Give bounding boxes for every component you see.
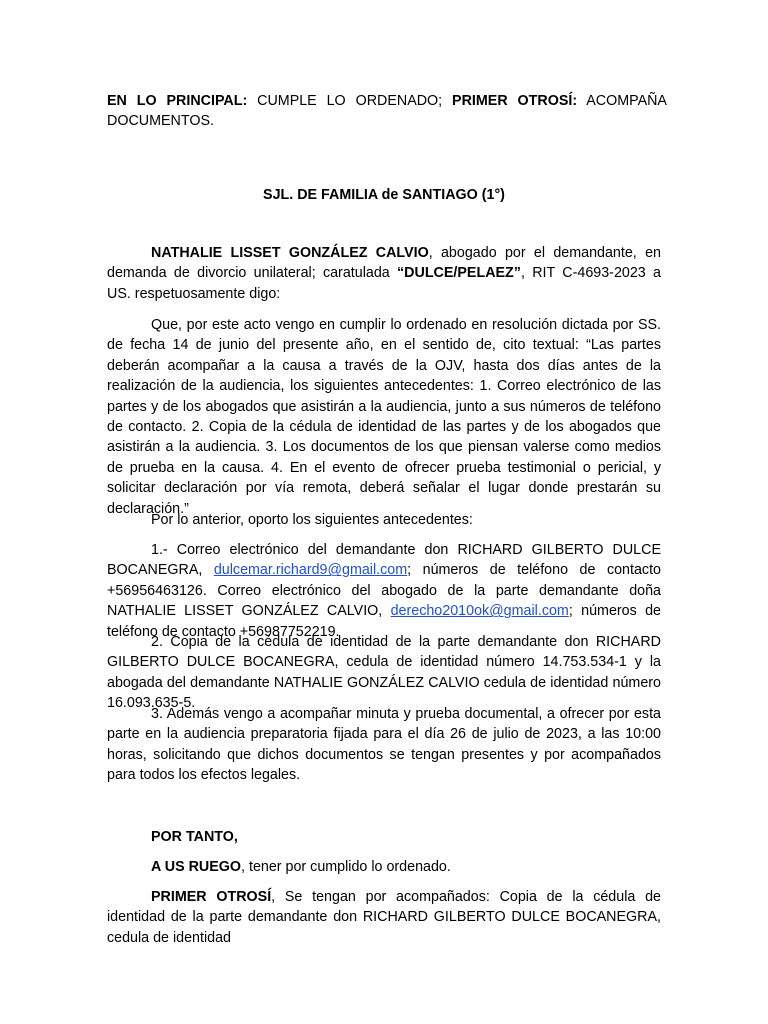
item-2-paragraph: 2. Copia de la cédula de identidad de la parte demandante don RICHARD GILBERTO DULCE BOCANEGRA, cedula de identidad número 14.753.534-1 y la abogada del demandante NATHALIE GONZÁLEZ CALVIO cedula de identidad número 16.093.635-5. [107,634,661,712]
anterior-paragraph: Por lo anterior, oporto los siguientes antecedentes: [151,512,473,528]
quote-paragraph: Que, por este acto vengo en cumplir lo ordenado en resolución dictada por SS. de fecha 14 de junio del presente año, en el sentido de, cito textual: “Las partes deberán acompañar a la causa a través de la OJV, hasta dos días antes de la realización de la audiencia, los siguientes antecedentes: 1. Correo electrónico de las partes y de los abogados que asistirán a la audiencia, junto a sus números de teléfono de contacto. 2. Copia de la cédula de identidad de las partes y de los abogados que asistirán a la audiencia. 3. Los documentos de los que piensan valerse como medios de prueba en la causa. 4. En el evento de ofrecer prueba testimonial o pericial, y solicitar declaración por vía remota, deberá señalar el lugar donde prestarán su declaración.” [107,317,661,517]
heading-principal-label: EN LO PRINCIPAL: [107,93,248,109]
otrosi-paragraph: PRIMER OTROSÍ, Se tengan por acompañados: Copia de la cédula de identidad de la parte demandante don RICHARD GILBERTO DULCE BOCANEGRA, cedula de identidad [107,889,661,946]
item-1-paragraph: 1.- Correo electrónico del demandante don RICHARD GILBERTO DULCE BOCANEGRA, dulcemar.richard9@gmail.com; números de teléfono de contacto +56956463126. Correo electrónico del abogado de la parte demandante doña NATHALIE LISSET GONZÁLEZ CALVIO, derecho2010ok@gmail.com; números de teléfono de contacto +56987752219. [107,542,661,640]
por-tanto-heading: POR TANTO, [151,829,238,845]
heading-principal-text: CUMPLE LO ORDENADO; [247,93,453,109]
heading-otrosi-label: PRIMER OTROSÍ: [452,93,578,109]
lawyer-name: NATHALIE LISSET GONZÁLEZ CALVIO [151,245,429,261]
case-caption: “DULCE/PELAEZ” [397,265,521,282]
plaintiff-email-link[interactable]: dulcemar.richard9@gmail.com [213,562,408,579]
heading-otrosi-text: ACOMPAÑA DOCUMENTOS. [107,93,667,130]
ruego-paragraph: A US RUEGO, tener por cumplido lo ordenado. [151,859,451,875]
court-title: SJL. DE FAMILIA de SANTIAGO (1°) [263,187,505,203]
intro-paragraph: NATHALIE LISSET GONZÁLEZ CALVIO, abogado por el demandante, en demanda de divorcio unilateral; caratulada “DULCE/PELAEZ”, RIT C-4693-2023 a US. respetuosamente digo: [107,245,661,302]
document-heading [107,91,667,132]
lawyer-email-link[interactable]: derecho2010ok@gmail.com [390,603,569,620]
item-3-paragraph: 3. Además vengo a acompañar minuta y prueba documental, a ofrecer por esta parte en la audiencia preparatoria fijada para el día 26 de julio de 2023, a las 10:00 horas, solicitando que dichos documentos se tengan presentes y por acompañados para todos los efectos legales. [107,706,661,784]
